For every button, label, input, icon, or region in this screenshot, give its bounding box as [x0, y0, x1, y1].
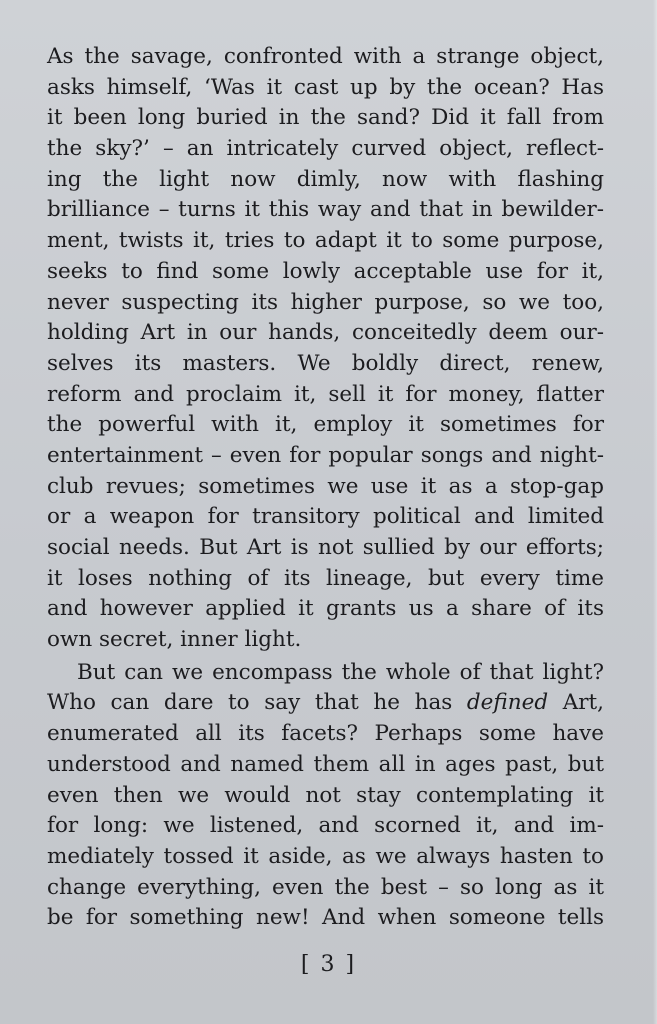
text-segment: Who can dare to say that he has [47, 690, 467, 716]
text-line: even then we would not stay contemplating it [47, 782, 604, 808]
text-line: social needs. But Art is not sullied by our efforts; [47, 535, 604, 560]
text-line: seeks to find some lowly acceptable use for it, [47, 258, 604, 284]
text-line: change everything, even the best – so long as it [47, 874, 604, 900]
text-line: it loses nothing of its lineage, but every time [47, 565, 604, 591]
text-line: or a weapon for transitory political and limited [47, 504, 604, 530]
page-number: [ 3 ] [300, 952, 357, 977]
text-line: the powerful with it, employ it sometimes for [47, 412, 604, 438]
italic-word: defined [466, 690, 549, 716]
text-line: own secret, inner light. [47, 627, 302, 653]
text-line: reform and proclaim it, sell it for money, flatter [47, 381, 604, 407]
paragraph-1 [47, 42, 604, 656]
paragraph-2 [47, 658, 604, 934]
text-line: be for something new! And when someone tells [47, 905, 604, 931]
text-line: asks himself, ‘Was it cast up by the ocean? Has [47, 74, 604, 100]
text-line: it been long buried in the sand? Did it fall from [47, 105, 604, 131]
text-line: club revues; sometimes we use it as a stop-gap [47, 473, 604, 499]
text-line: enumerated all its facets? Perhaps some have [47, 721, 604, 747]
text-line: the sky?’ – an intricately curved object, reflect- [47, 136, 604, 162]
text-line: for long: we listened, and scorned it, and im- [47, 813, 604, 839]
text-line: brilliance – turns it this way and that in bewilder- [47, 197, 604, 223]
text-line: ing the light now dimly, now with flashing [47, 166, 604, 192]
text-line: ment, twists it, tries to adapt it to some purpose, [47, 228, 604, 254]
text-line-with-italic [47, 688, 604, 719]
text-line: entertainment – even for popular songs and night- [47, 442, 604, 468]
text-line: mediately tossed it aside, as we always hasten to [47, 843, 604, 869]
text-line: holding Art in our hands, conceitedly deem our- [47, 320, 604, 346]
text-line: never suspecting its higher purpose, so we too, [47, 289, 604, 315]
body-text [47, 42, 604, 934]
text-line: and however applied it grants us a share of its [47, 596, 604, 622]
text-line: As the savage, confronted with a strange object, [47, 44, 604, 69]
text-line: understood and named them all in ages past, but [47, 751, 604, 777]
text-line: selves its masters. We boldly direct, renew, [47, 350, 604, 376]
text-segment: Art, [548, 690, 604, 716]
page-edge [653, 0, 657, 1024]
text-line: But can we encompass the whole of that light? [77, 659, 604, 685]
